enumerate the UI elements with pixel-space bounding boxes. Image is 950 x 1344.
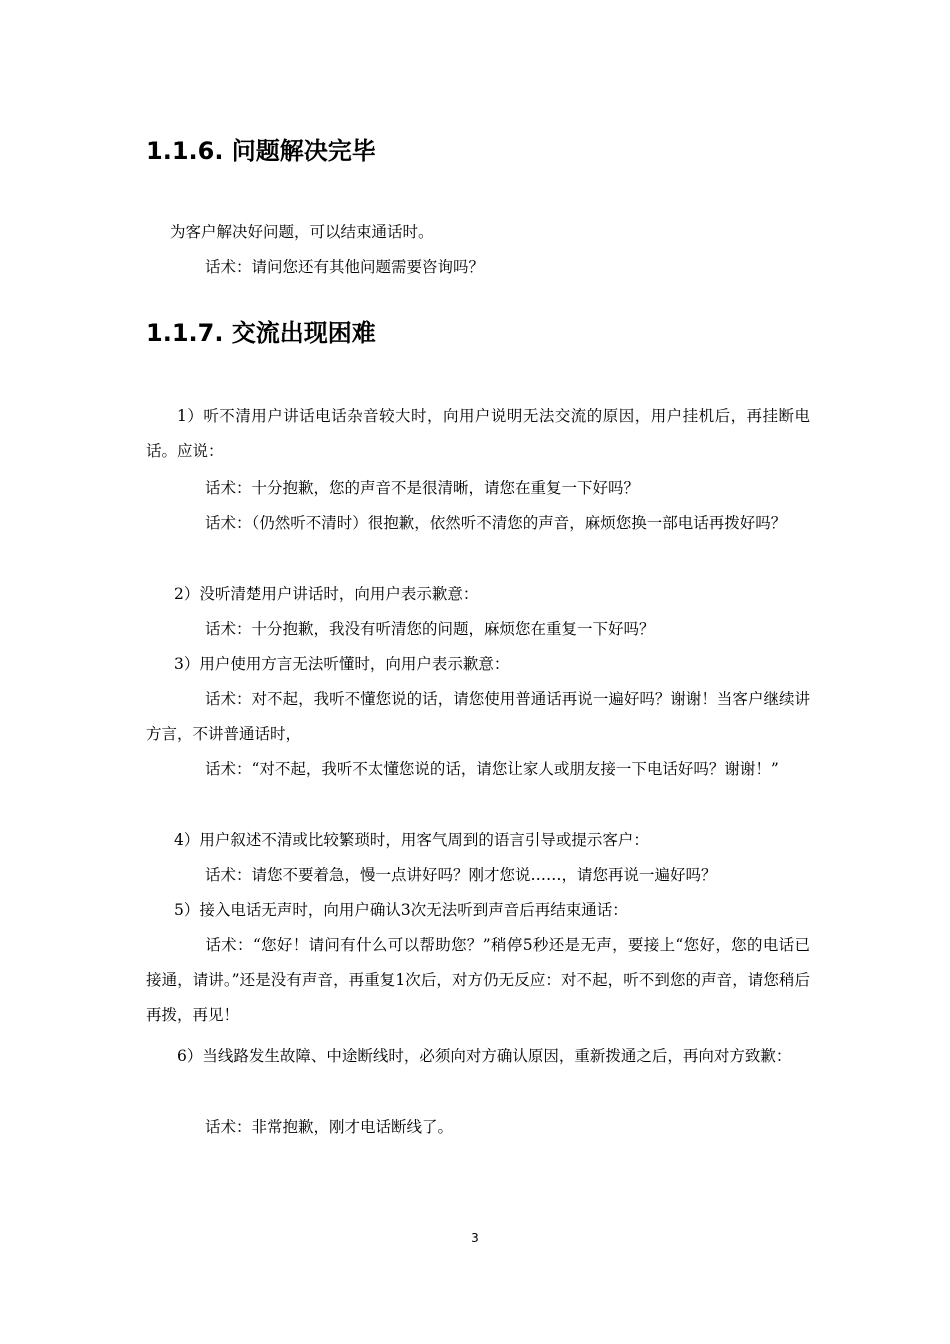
- paragraph-resolution: 为客户解决好问题，可以结束通话时。: [170, 223, 434, 241]
- item-6-script: 话术：非常抱歉，刚才电话断线了。: [205, 1118, 454, 1136]
- item-2-script: 话术：十分抱歉，我没有听清您的问题，麻烦您在重复一下好吗？: [205, 620, 655, 638]
- item-5-script: 话术：“您好！请问有什么可以帮助您？”稍停5秒还是无声，要接上“您好，您的电话已接通，请讲。”还是没有声音，再重复1次后，对方仍无反应：对不起，听不到您的声音，请您稍后再拨，再见！: [146, 936, 810, 1024]
- item-6-text: 6）当线路发生故障、中途断线时，必须向对方确认原因，重新拨通之后，再向对方致歉：: [177, 1047, 792, 1065]
- section-heading-1-1-6: 1.1.6. 问题解决完毕: [146, 137, 376, 165]
- script-resolution: 话术：请问您还有其他问题需要咨询吗？: [205, 258, 485, 276]
- item-4-script: 话术：请您不要着急，慢一点讲好吗？刚才您说……，请您再说一遍好吗？: [205, 866, 717, 884]
- item-2-text: 2）没听清楚用户讲话时，向用户表示歉意：: [174, 585, 479, 603]
- item-1-script-1: 话术：十分抱歉，您的声音不是很清晰，请您在重复一下好吗？: [205, 479, 640, 497]
- item-3-script-2: 话术：“对不起，我听不太懂您说的话，请您让家人或朋友接一下电话好吗？谢谢！”: [205, 760, 779, 778]
- item-4-text: 4）用户叙述不清或比较繁琐时，用客气周到的语言引导或提示客户：: [174, 831, 649, 849]
- item-3-text: 3）用户使用方言无法听懂时，向用户表示歉意：: [174, 655, 510, 673]
- section-heading-1-1-7: 1.1.7. 交流出现困难: [146, 319, 376, 347]
- item-5-text: 5）接入电话无声时，向用户确认3次无法听到声音后再结束通话：: [174, 901, 628, 919]
- item-1-script-2: 话术：（仍然听不清时）很抱歉，依然听不清您的声音，麻烦您换一部电话再拨好吗？: [205, 514, 787, 532]
- item-3-script-1: 话术：对不起，我听不懂您说的话，请您使用普通话再说一遍好吗？谢谢！当客户继续讲方言，不讲普通话时，: [146, 690, 810, 743]
- page-number: 3: [471, 1231, 479, 1245]
- item-1-text: 1）听不清用户讲话电话杂音较大时，向用户说明无法交流的原因，用户挂机后，再挂断电话。应说：: [146, 407, 810, 460]
